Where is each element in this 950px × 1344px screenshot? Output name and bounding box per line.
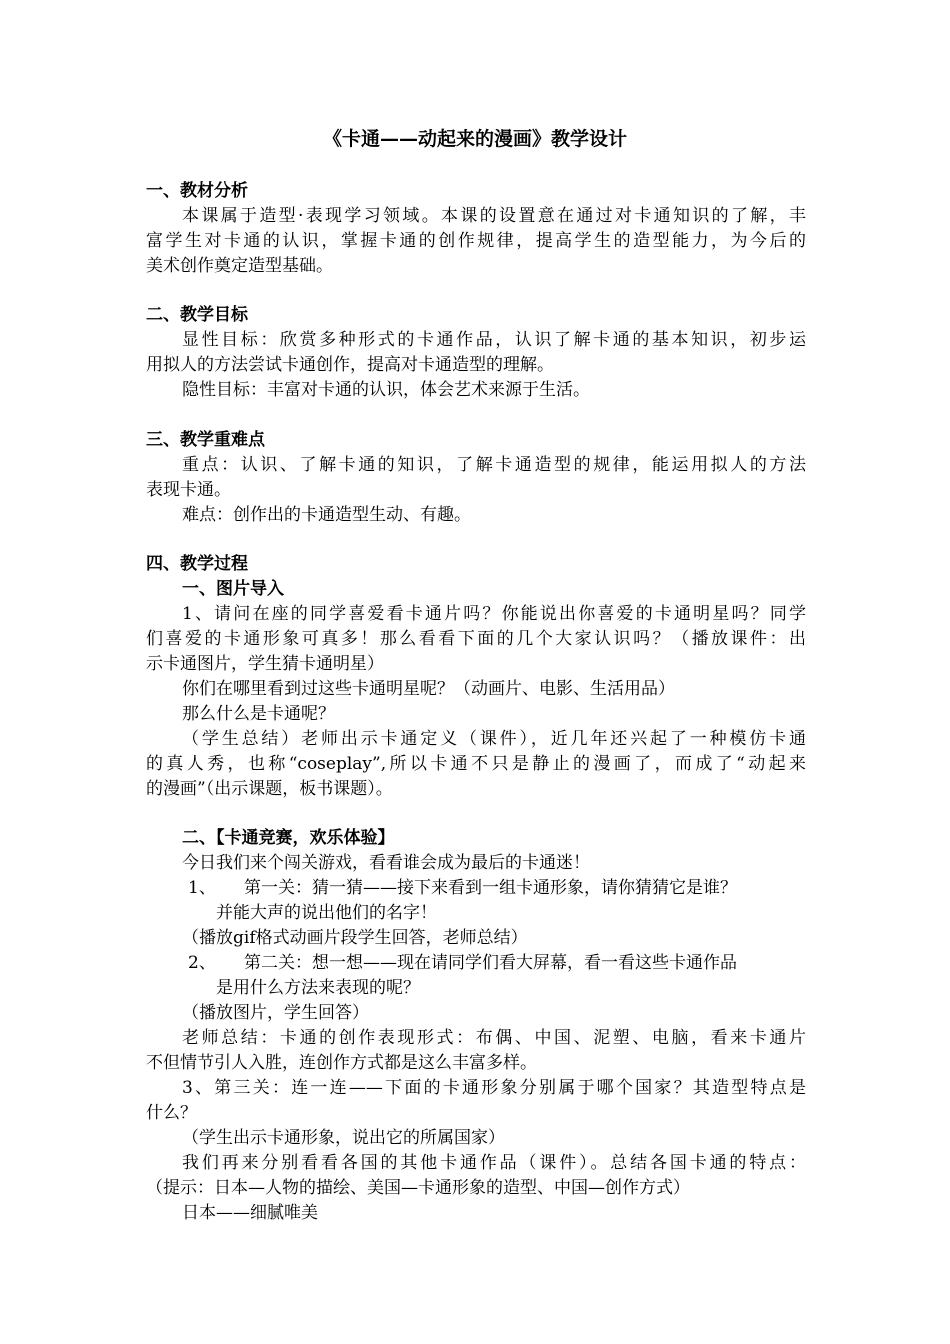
paragraph-line: 难点：创作出的卡通造型生动、有趣。 <box>182 505 471 525</box>
section-heading: 二、教学目标 <box>146 305 248 325</box>
paragraph-line: 1、请问在座的同学喜爱看卡通片吗？你能说出你喜爱的卡通明星吗？同学 <box>182 604 806 624</box>
paragraph-line: （播放图片，学生回答） <box>182 1003 369 1023</box>
paragraph-line: 本课属于造型·表现学习领域。本课的设置意在通过对卡通知识的了解，丰 <box>182 206 806 226</box>
paragraph-line: 我们再来分别看看各国的其他卡通作品（课件）。总结各国卡通的特点： <box>182 1153 806 1173</box>
list-number: 2、 <box>188 953 216 973</box>
paragraph-line: 表现卡通。 <box>146 480 231 500</box>
paragraph-line: （提示：日本—人物的描绘、美国—卡通形象的造型、中国—创作方式） <box>146 1178 690 1198</box>
paragraph-line: 老师总结：卡通的创作表现形式：布偶、中国、泥塑、电脑，看来卡通片 <box>182 1028 806 1048</box>
paragraph-line: 日本——细腻唯美 <box>182 1203 318 1223</box>
paragraph-line: 什么？ <box>146 1103 197 1123</box>
paragraph-line: 的真人秀，也称“coseplay”,所以卡通不只是静止的漫画了，而成了“动起来 <box>146 754 806 774</box>
paragraph-line: 那么什么是卡通呢？ <box>182 704 335 724</box>
paragraph-line: 你们在哪里看到过这些卡通明星呢？（动画片、电影、生活用品） <box>182 679 675 699</box>
paragraph-line: 美术创作奠定造型基础。 <box>146 256 333 276</box>
paragraph-line: 3、第三关：连一连——下面的卡通形象分别属于哪个国家？其造型特点是 <box>182 1078 806 1098</box>
subsection-heading: 一、图片导入 <box>182 579 284 599</box>
list-item-text: 并能大声的说出他们的名字！ <box>216 903 437 923</box>
section-heading: 四、教学过程 <box>146 554 248 574</box>
paragraph-line: （播放gif格式动画片段学生回答，老师总结） <box>182 928 528 948</box>
section-heading: 三、教学重难点 <box>146 430 265 450</box>
paragraph-line: （学生出示卡通形象，说出它的所属国家） <box>182 1128 505 1148</box>
paragraph-line: 富学生对卡通的认识，掌握卡通的创作规律，提高学生的造型能力，为今后的 <box>146 231 806 251</box>
paragraph-line: 重点：认识、了解卡通的知识，了解卡通造型的规律，能运用拟人的方法 <box>182 455 806 475</box>
paragraph-line: 隐性目标：丰富对卡通的认识，体会艺术来源于生活。 <box>182 380 590 400</box>
list-item-text: 是用什么方法来表现的呢？ <box>216 978 420 998</box>
section-heading: 一、教材分析 <box>146 181 248 201</box>
paragraph-line: 显性目标：欣赏多种形式的卡通作品，认识了解卡通的基本知识，初步运 <box>182 330 806 350</box>
list-number: 1、 <box>188 878 216 898</box>
paragraph-line: 今日我们来个闯关游戏，看看谁会成为最后的卡通迷！ <box>182 853 590 873</box>
paragraph-line: 们喜爱的卡通形象可真多！那么看看下面的几个大家认识吗？（播放课件：出 <box>146 629 806 649</box>
paragraph-line: 不但情节引人入胜，连创作方式都是这么丰富多样。 <box>146 1053 537 1073</box>
paragraph-line: 的漫画”（出示课题，板书课题）。 <box>146 779 393 799</box>
paragraph-line: 用拟人的方法尝试卡通创作，提高对卡通造型的理解。 <box>146 355 554 375</box>
list-item-text: 第二关：想一想——现在请同学们看大屏幕，看一看这些卡通作品 <box>244 953 737 973</box>
document-title: 《卡通——动起来的漫画》教学设计 <box>322 128 627 150</box>
paragraph-line: （学生总结）老师出示卡通定义（课件），近几年还兴起了一种模仿卡通 <box>182 729 806 749</box>
list-item-text: 第一关：猜一猜——接下来看到一组卡通形象，请你猜猜它是谁？ <box>244 878 737 898</box>
subsection-heading: 二、【卡通竞赛，欢乐体验】 <box>182 828 395 848</box>
paragraph-line: 示卡通图片，学生猜卡通明星） <box>146 654 384 674</box>
